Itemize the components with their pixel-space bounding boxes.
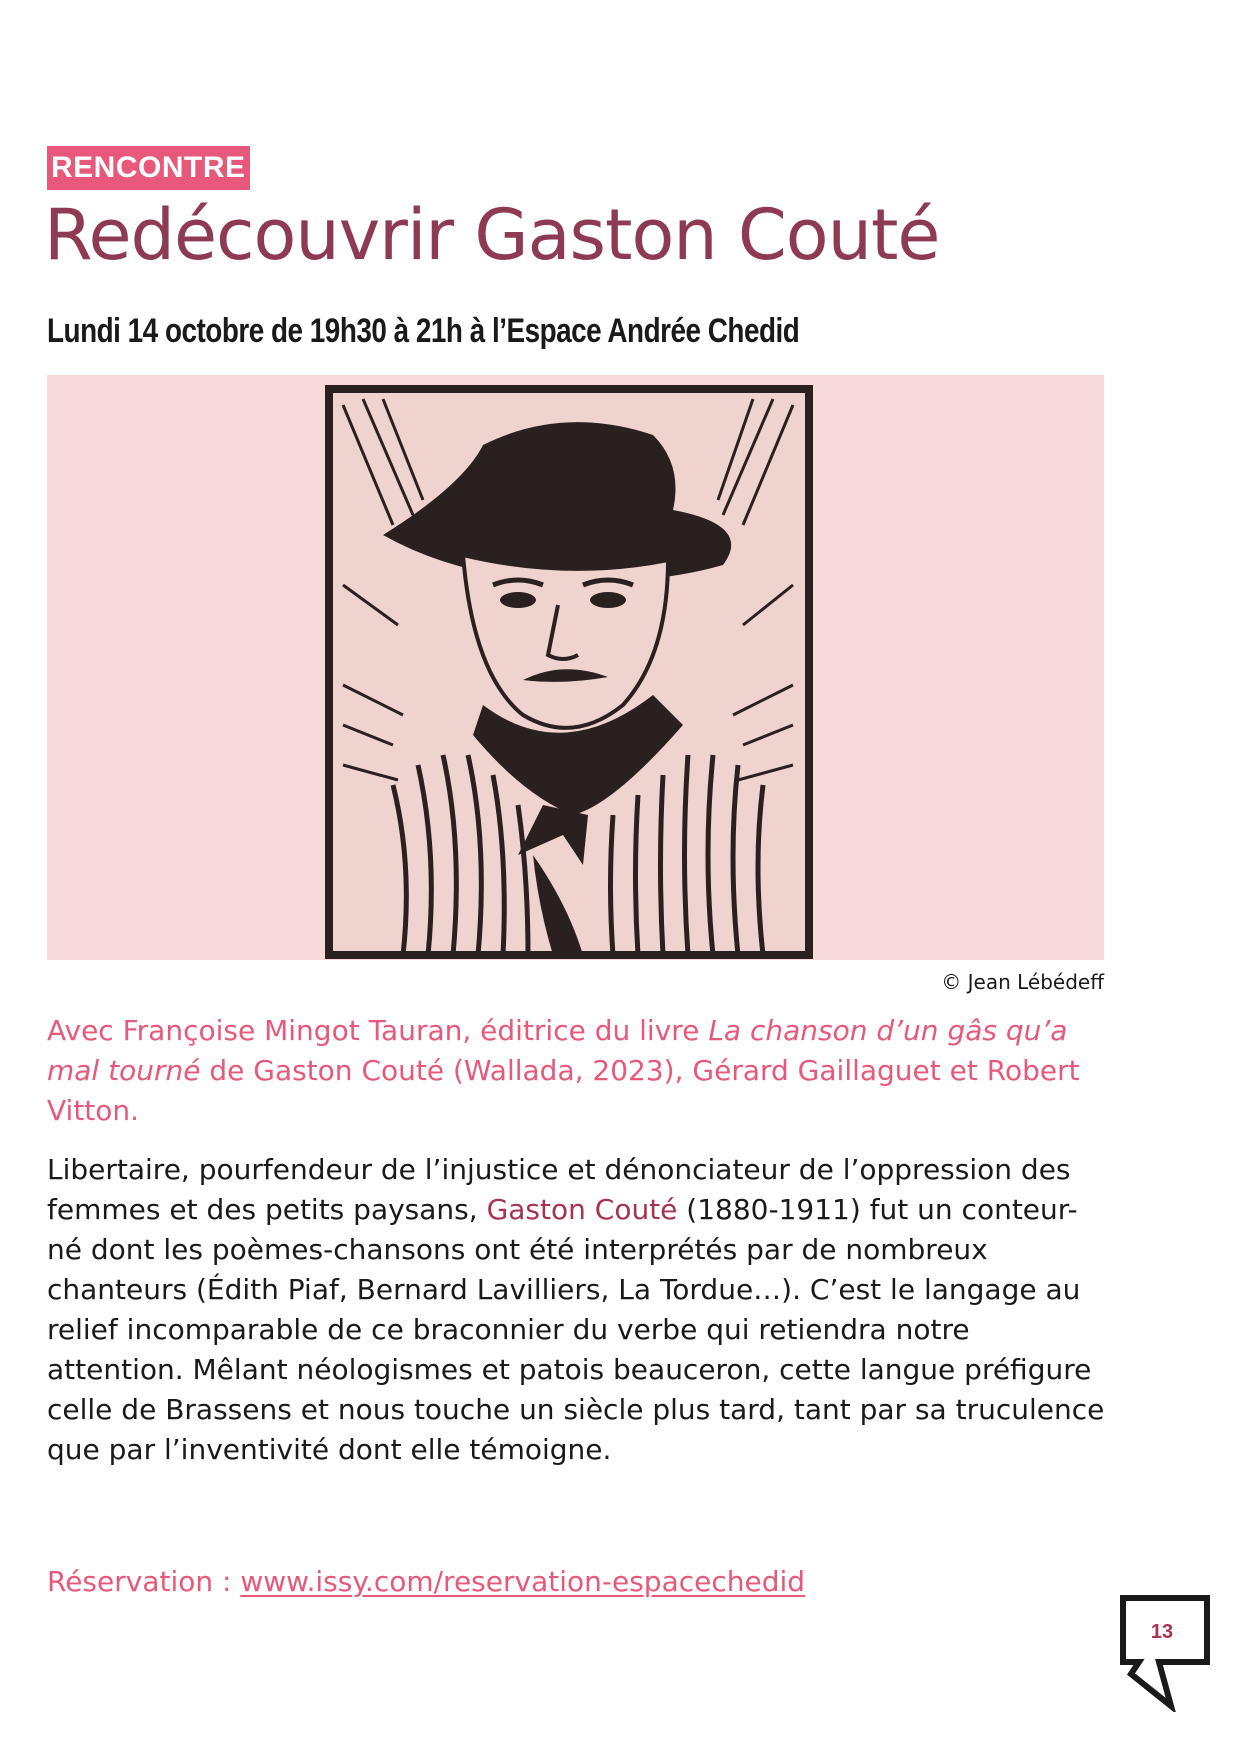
intro-text-1: Avec Françoise Mingot Tauran, éditrice du livre [47, 1014, 709, 1047]
image-credit: © Jean Lébédeff [941, 970, 1104, 994]
highlighted-name: Gaston Couté [486, 1193, 678, 1226]
book-title: La chanson d’un gâs qu’a mal tourné [47, 1014, 1068, 1087]
body-text-2: (1880-1911) fut un conteur-né dont les poèmes-chansons ont été interprétés par de nombreux chanteurs (Édith Piaf, Bernard Lavilliers, La Tordue…). C’est le langage au relief incomparable de ce braconnier du verbe qui retiendra notre attention. Mêlant néologismes et patois beauceron, cette langue préfigure celle de Brassens et nous touche un siècle plus tard, tant par sa truculence que par l’inventivité dont elle témoigne. [47, 1193, 1105, 1466]
woodcut-portrait-image [323, 385, 817, 960]
reservation-label: Réservation : [47, 1565, 241, 1598]
intro-paragraph [47, 1011, 1107, 1131]
reservation-link[interactable]: www.issy.com/reservation-espacechedid [240, 1565, 806, 1598]
reservation-line [47, 1562, 805, 1602]
category-tag: RENCONTRE [47, 146, 250, 190]
body-text-1: Libertaire, pourfendeur de l’injustice et dénonciateur de l’oppression des femmes et des petits paysans, [47, 1153, 1071, 1226]
page-number: 13 [1150, 1621, 1174, 1643]
page-title: Redécouvrir Gaston Couté [44, 194, 940, 276]
intro-text-2: de Gaston Couté (Wallada, 2023), Gérard Gaillaguet et Robert Vitton. [47, 1054, 1080, 1127]
event-date-line: Lundi 14 octobre de 19h30 à 21h à l’Espace Andrée Chedid [47, 312, 800, 350]
speech-bubble-icon [1119, 1594, 1211, 1712]
body-paragraph [47, 1150, 1107, 1470]
illustration-panel [47, 375, 1104, 960]
